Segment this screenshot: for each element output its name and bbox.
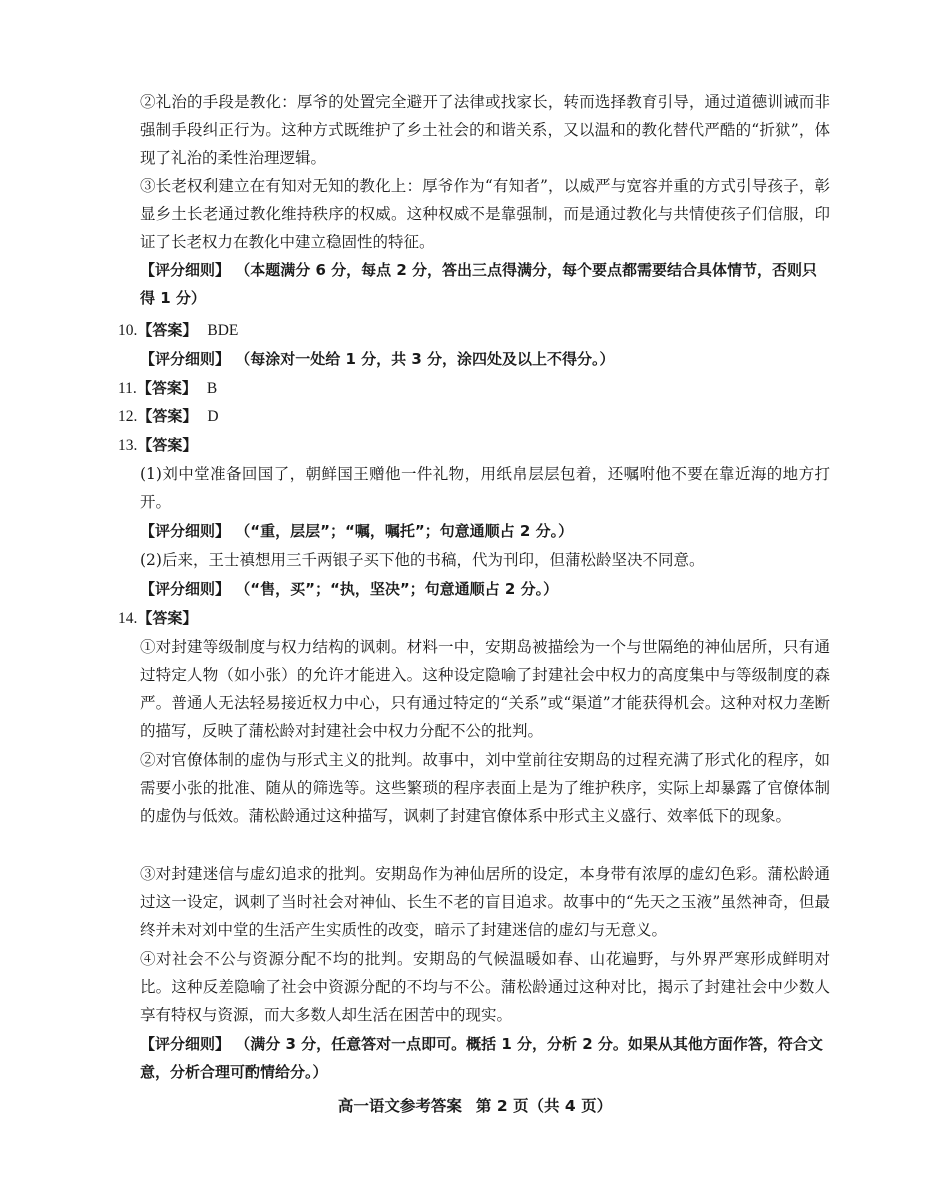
q9-point-3-text: ③长老权利建立在有知对无知的教化上：厚爷作为“有知者”，以威严与宽容并重的方式引导孩子，彰显乡土长老通过教化维持秩序的权威。这种权威不是靠强制，而是通过教化与共情使孩子们信服，印证了长老权力在教化中建立稳固性的特征。: [140, 177, 830, 251]
q14-point-4-text: ④对社会不公与资源分配不均的批判。安期岛的气候温暖如春、山花遍野，与外界严寒形成鲜明对比。这种反差隐喻了社会中资源分配的不均与不公。蒲松龄通过这种对比，揭示了封建社会中少数人享有特权与资源，而大多数人却生活在困苦中的现实。: [140, 950, 830, 1024]
q9-rubric: [140, 256, 830, 312]
q14-rubric-text: [140, 1030, 830, 1086]
footer-title: 高一语文参考答案: [337, 1097, 462, 1115]
answer-value: BDE: [207, 322, 239, 339]
page-footer: [0, 1094, 950, 1116]
q9-point-3: [140, 172, 830, 256]
rubric-label: 【评分细则】: [140, 1035, 231, 1053]
q14-rubric: [140, 1030, 830, 1086]
rubric-label: 【评分细则】: [140, 350, 231, 368]
q14-point-2: [140, 746, 830, 830]
question-number: 11.: [118, 380, 137, 397]
q11-answer-line: [118, 374, 217, 403]
q14-point-3: [140, 860, 830, 944]
q13-part-2-text: (2)后来，王士禛想用三千两银子买下他的书稿，代为刊印，但蒲松龄坚决不同意。: [140, 551, 705, 569]
q10-rubric: [140, 345, 830, 373]
rubric-label: 【评分细则】: [140, 580, 231, 598]
answer-label: 【答案】: [137, 436, 198, 454]
q9-point-2: [140, 88, 830, 172]
q12-answer-line: [118, 402, 219, 431]
answer-value: D: [207, 408, 219, 425]
q13-answer-line: [118, 431, 197, 460]
q14-point-3-text: ③对封建迷信与虚幻追求的批判。安期岛作为神仙居所的设定，本身带有浓厚的虚幻色彩。蒲松龄通过这一设定，讽刺了当时社会对神仙、长生不老的盲目追求。故事中的“先天之玉液”虽然神奇，但最终并未对刘中堂的生活产生实质性的改变，暗示了封建迷信的虚幻与无意义。: [140, 865, 830, 939]
q10-rubric-text: [140, 345, 830, 373]
q13-rubric-2-text: [140, 575, 830, 603]
q13-part-1-text: (1)刘中堂准备回国了，朝鲜国王赠他一件礼物，用纸帛层层包着，还嘱咐他不要在靠近海的地方打开。: [140, 465, 830, 511]
q13-part-1: [140, 460, 830, 516]
question-number: 13.: [118, 437, 138, 454]
rubric-content: （满分 3 分，任意答对一点即可。概括 1 分，分析 2 分。如果从其他方面作答，符合文意，分析合理可酌情给分。）: [140, 1035, 823, 1081]
q13-rubric-1: [140, 517, 830, 545]
answer-label: 【答案】: [136, 379, 197, 397]
rubric-content: （“重，层层”；“嘱，嘱托”；句意通顺占 2 分。）: [235, 522, 574, 540]
q14-point-1: [140, 633, 830, 745]
question-number: 10.: [118, 322, 138, 339]
question-number: 12.: [118, 408, 138, 425]
answer-value: B: [206, 380, 218, 397]
rubric-content: （“售，买”；“执，坚决”；句意通顺占 2 分。）: [235, 580, 559, 598]
q14-answer-line: [118, 604, 197, 633]
question-number: 14.: [118, 610, 138, 627]
q14-point-4: [140, 945, 830, 1029]
q13-part-2: [140, 546, 830, 574]
answer-label: 【答案】: [137, 407, 198, 425]
footer-page-number: 第 2 页（共 4 页）: [475, 1097, 613, 1115]
q9-point-2-text: ②礼治的手段是教化：厚爷的处置完全避开了法律或找家长，转而选择教育引导，通过道德训诫而非强制手段纠正行为。这种方式既维护了乡土社会的和谐关系，又以温和的教化替代严酷的“折狱”，体现了礼治的柔性治理逻辑。: [140, 93, 830, 167]
rubric-content: （每涂对一处给 1 分，共 3 分，涂四处及以上不得分。）: [235, 350, 615, 368]
answer-label: 【答案】: [137, 609, 198, 627]
rubric-label: 【评分细则】: [140, 522, 231, 540]
q13-rubric-1-text: [140, 517, 830, 545]
answer-label: 【答案】: [137, 321, 198, 339]
rubric-label: 【评分细则】: [140, 261, 231, 279]
rubric-content: （本题满分 6 分，每点 2 分，答出三点得满分，每个要点都需要结合具体情节，否则只得 1 分）: [140, 261, 818, 307]
q9-rubric-text: [140, 256, 830, 312]
q13-rubric-2: [140, 575, 830, 603]
q14-point-2-text: ②对官僚体制的虚伪与形式主义的批判。故事中，刘中堂前往安期岛的过程充满了形式化的程序，如需要小张的批准、随从的筛选等。这些繁琐的程序表面上是为了维护秩序，实际上却暴露了官僚体制的虚伪与低效。蒲松龄通过这种描写，讽刺了封建官僚体系中形式主义盛行、效率低下的现象。: [140, 751, 830, 825]
q10-answer-line: [118, 316, 238, 345]
q14-point-1-text: ①对封建等级制度与权力结构的讽刺。材料一中，安期岛被描绘为一个与世隔绝的神仙居所，只有通过特定人物（如小张）的允许才能进入。这种设定隐喻了封建社会中权力的高度集中与等级制度的森严。普通人无法轻易接近权力中心，只有通过特定的“关系”或“渠道”才能获得机会。这种对权力垄断的描写，反映了蒲松龄对封建社会中权力分配不公的批判。: [140, 638, 830, 740]
